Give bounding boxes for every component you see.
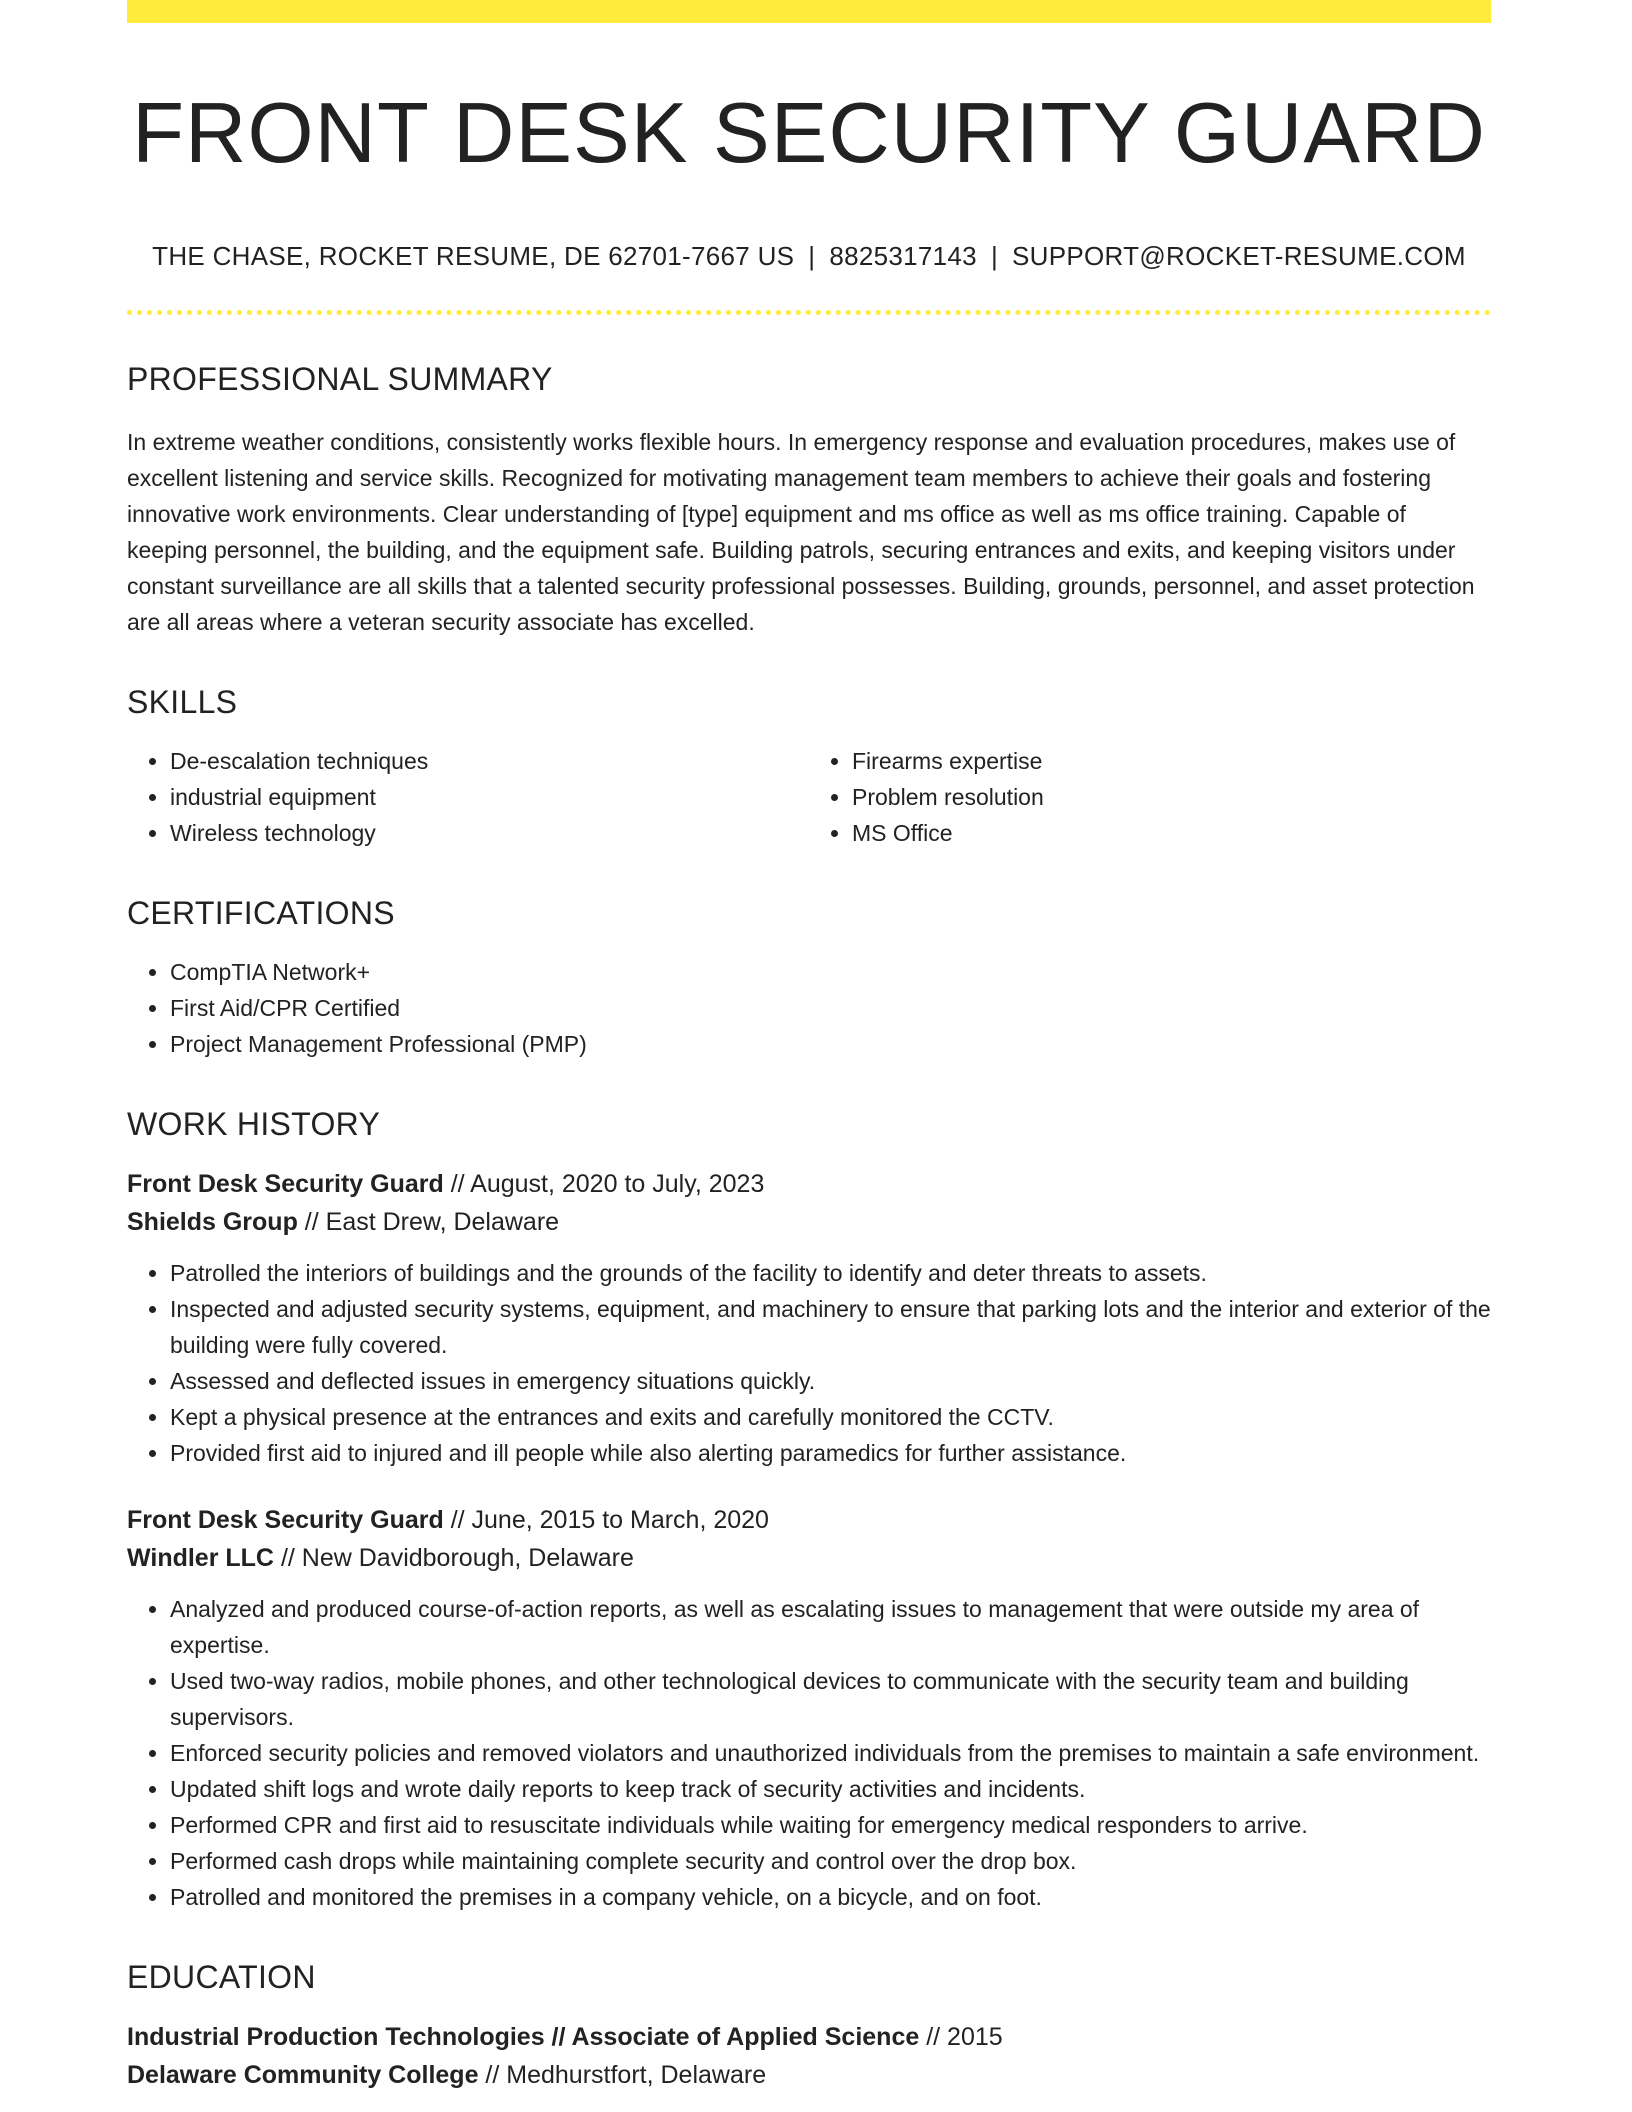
job-bullet: • Kept a physical presence at the entrances and exits and carefully monitored the CCTV.	[170, 1399, 1491, 1435]
contact-line	[127, 241, 1491, 272]
job-bullet: • Enforced security policies and removed violators and unauthorized individuals from the premises to maintain a safe environment.	[170, 1735, 1491, 1771]
skills-section	[127, 684, 1491, 851]
job-bullet: • Used two-way radios, mobile phones, and other technological devices to communicate with the security team and building supervisors.	[170, 1663, 1491, 1735]
education-school: Delaware Community College	[127, 2061, 479, 2089]
job-company: Windler LLC	[127, 1544, 274, 1572]
skills-columns	[127, 721, 1491, 851]
job-bullet: • Analyzed and produced course-of-action reports, as well as escalating issues to management that were outside my area of expertise.	[170, 1591, 1491, 1663]
contact-email: SUPPORT@ROCKET-RESUME.COM	[1012, 241, 1466, 271]
contact-address: THE CHASE, ROCKET RESUME, DE 62701-7667 US	[152, 241, 795, 271]
education-year: // 2015	[919, 2023, 1003, 2051]
skills-list-left	[127, 743, 809, 851]
job-title: Front Desk Security Guard	[127, 1506, 444, 1534]
skill-item: • industrial equipment	[170, 779, 809, 815]
job-entry	[127, 1165, 1491, 1471]
job-header	[127, 1501, 1491, 1577]
contact-separator: |	[990, 241, 999, 271]
job-company: Shields Group	[127, 1208, 298, 1236]
job-dates: // June, 2015 to March, 2020	[443, 1506, 769, 1534]
job-bullet: • Patrolled the interiors of buildings and the grounds of the facility to identify and deter threats to assets.	[170, 1255, 1491, 1291]
work-history-section	[127, 1106, 1491, 1915]
skill-item: • De-escalation techniques	[170, 743, 809, 779]
job-dates: // August, 2020 to July, 2023	[443, 1170, 765, 1198]
education-section	[127, 1959, 1491, 2094]
job-bullets	[127, 1255, 1491, 1471]
certification-item: • First Aid/CPR Certified	[170, 990, 1491, 1026]
skill-item: • MS Office	[852, 815, 1491, 851]
contact-phone: 8825317143	[829, 241, 977, 271]
job-bullet: • Performed CPR and first aid to resuscitate individuals while waiting for emergency medical responders to arrive.	[170, 1807, 1491, 1843]
job-location: // New Davidborough, Delaware	[274, 1544, 634, 1572]
certification-item: • Project Management Professional (PMP)	[170, 1026, 1491, 1062]
education-location: // Medhurstfort, Delaware	[478, 2061, 767, 2089]
section-heading-summary: PROFESSIONAL SUMMARY	[127, 361, 553, 397]
accent-top-bar	[127, 0, 1491, 23]
skills-list-right	[809, 743, 1491, 851]
section-heading-education: EDUCATION	[127, 1959, 316, 1995]
certification-item: • CompTIA Network+	[170, 954, 1491, 990]
job-bullet: • Patrolled and monitored the premises in a company vehicle, on a bicycle, and on foot.	[170, 1879, 1491, 1915]
job-location: // East Drew, Delaware	[297, 1208, 560, 1236]
resume-name: FRONT DESK SECURITY GUARD	[132, 86, 1486, 181]
section-heading-work-history: WORK HISTORY	[127, 1106, 381, 1142]
resume-page	[127, 0, 1491, 2094]
job-header	[127, 1165, 1491, 1241]
education-entry	[127, 2018, 1491, 2094]
skill-item: • Problem resolution	[852, 779, 1491, 815]
job-bullets	[127, 1591, 1491, 1915]
dotted-divider	[127, 310, 1491, 315]
job-bullet: • Performed cash drops while maintaining complete security and control over the drop box.	[170, 1843, 1491, 1879]
job-bullet: • Assessed and deflected issues in emergency situations quickly.	[170, 1363, 1491, 1399]
job-bullet: • Provided first aid to injured and ill people while also alerting paramedics for further assistance.	[170, 1435, 1491, 1471]
contact-separator: |	[808, 241, 816, 271]
job-title: Front Desk Security Guard	[127, 1170, 444, 1198]
section-heading-skills: SKILLS	[127, 684, 238, 720]
skill-item: • Firearms expertise	[852, 743, 1491, 779]
education-degree: Industrial Production Technologies // Associate of Applied Science	[127, 2023, 920, 2051]
certifications-list	[127, 954, 1491, 1062]
summary-section	[127, 361, 1491, 640]
summary-text: In extreme weather conditions, consistently works flexible hours. In emergency response and evaluation procedures, makes use of excellent listening and service skills. Recognized for motivating management team members to achieve their goals and fostering innovative work environments. Clear understanding of [type] equipment and ms office as well as ms office training. Capable of keeping personnel, the building, and the equipment safe. Building patrols, securing entrances and exits, and keeping visitors under constant surveillance are all skills that a talented security professional possesses. Building, grounds, personnel, and asset protection are all areas where a veteran security associate has excelled.	[127, 429, 1475, 635]
job-bullet: • Updated shift logs and wrote daily reports to keep track of security activities and incidents.	[170, 1771, 1491, 1807]
job-entry	[127, 1501, 1491, 1915]
section-heading-certifications: CERTIFICATIONS	[127, 895, 395, 931]
job-bullet: • Inspected and adjusted security systems, equipment, and machinery to ensure that parking lots and the interior and exterior of the building were fully covered.	[170, 1291, 1491, 1363]
certifications-section	[127, 895, 1491, 1062]
skill-item: • Wireless technology	[170, 815, 809, 851]
